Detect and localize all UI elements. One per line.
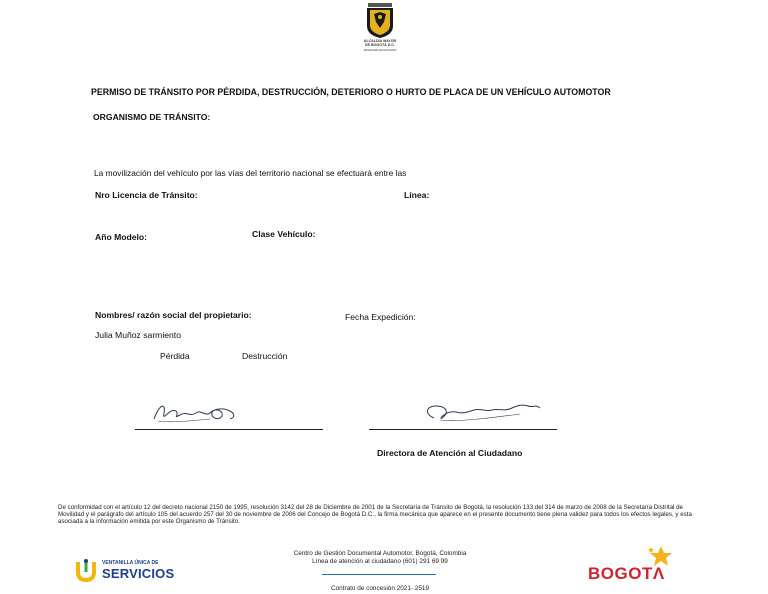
clase-vehiculo-label: Clase Vehículo: — [252, 229, 316, 239]
signature-left — [150, 401, 246, 427]
ventanilla-small-text: VENTANILLA ÚNICA DE — [102, 560, 159, 566]
propietario-value: Julia Muñoz sarmiento — [95, 330, 181, 340]
signature-line-left — [135, 429, 323, 430]
bogota-crest-icon — [350, 2, 410, 40]
logo-line-3: SECRETARÍA DE MOVILIDAD — [363, 49, 397, 52]
document-title: PERMISO DE TRÁNSITO POR PÉRDIDA, DESTRUCCIÓN, DETERIORO O HURTO DE PLACA DE UN VEHÍCULO AUTOMOTOR — [91, 87, 611, 97]
perdida-label: Pérdida — [160, 351, 190, 361]
linea-label: Línea: — [404, 190, 430, 200]
footer-blue-line — [322, 574, 436, 575]
organismo-label: ORGANISMO DE TRÁNSITO: — [93, 112, 211, 122]
logo-line-1: ALCALDÍA MAYOR — [363, 39, 397, 43]
footer-center-line-1: Centro de Gestión Documental Automotor, Bogotá, Colombia — [293, 550, 467, 557]
contract-text: Contrato de concesión 2021- 2519 — [330, 585, 430, 592]
ventanilla-u-icon — [75, 558, 97, 582]
logo-line-2: DE BOGOTÁ D.C. — [365, 43, 395, 47]
alcaldia-logo — [350, 2, 410, 60]
bogota-logo-text: BOGOTΛ — [588, 564, 665, 583]
signature-right — [420, 398, 550, 426]
anio-modelo-label: Año Modelo: — [95, 232, 148, 242]
signature-line-right — [369, 429, 557, 430]
destruccion-label: Destrucción — [242, 351, 288, 361]
bogota-logo — [588, 545, 678, 585]
directora-title: Directora de Atención al Ciudadano — [377, 448, 523, 458]
licencia-label: Nro Licencia de Tránsito: — [95, 190, 198, 200]
legal-text: De conformidad con el artículo 12 del decreto nacional 2150 de 1995, resolución 3142 del 28 de Diciembre de 2001 de la Secretaría de Tránsito de Bogotá, la resolución 133 del 314 de marzo de 2008 de la Secretaría Distrital de Movilidad y el parágrafo del artículo 105 del acuerdo 257 del 30 de noviembre de 2006 del Concejo de Bogotá D.C., la firma mecánica que aparece en el presente documento tiene plena validez para todos los efectos legales, y esta asociada a la información emitida por este Organismo de Tránsito. — [58, 504, 692, 526]
ventanilla-logo — [75, 558, 185, 584]
fecha-expedicion-label: Fecha Expedición: — [345, 312, 416, 322]
footer-center-line-2: Línea de atención al ciudadano (601) 291 69 99 — [312, 557, 448, 565]
propietario-label: Nombres/ razón social del propietario: — [95, 310, 252, 320]
ventanilla-big-text: SERVICIOS — [102, 566, 175, 581]
movilizacion-text: La movilización del vehículo por las vías del territorio nacional se efectuará entre las — [94, 168, 407, 178]
